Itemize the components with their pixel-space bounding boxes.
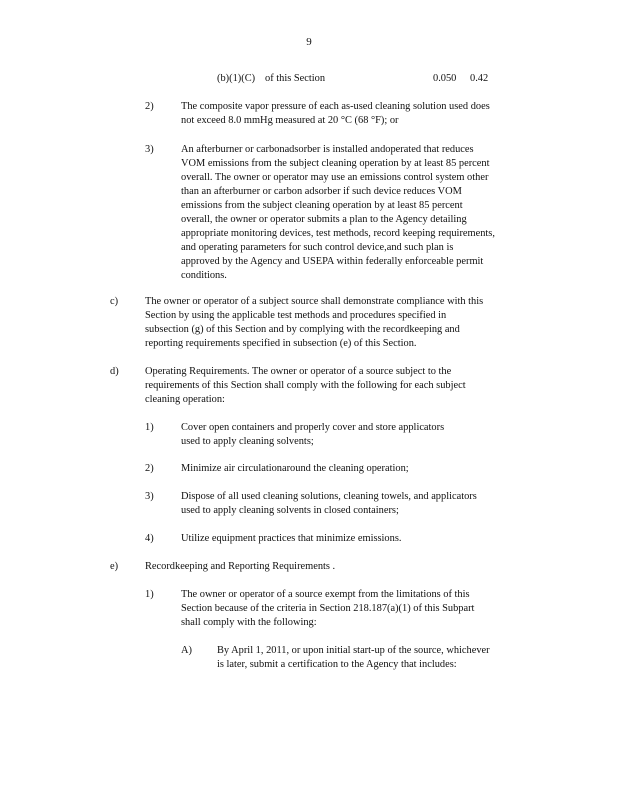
text-line: emissions from the subject cleaning operation by at least 85 percent (181, 200, 463, 211)
page-number: 9 (306, 36, 312, 48)
text-line: overall. The owner or operator may use an emissions control system other (181, 172, 489, 183)
paragraph-section-d (145, 365, 517, 407)
text-line: than an afterburner or carbon adsorber if such device reduces VOM (181, 186, 462, 197)
paragraph-section-e (145, 560, 445, 574)
section-label-d: d) (110, 366, 119, 377)
paragraph-section-c (145, 295, 537, 351)
paragraph-vapor-pressure (181, 100, 537, 128)
text-line: By April 1, 2011, or upon initial start-up of the source, whichever (217, 645, 490, 656)
paragraph-e1a (217, 644, 527, 672)
text-line: used to apply cleaning solvents in closed containers; (181, 505, 399, 516)
section-label-e: e) (110, 561, 119, 572)
text-line: Section by using the applicable test methods and procedures specified in (145, 310, 447, 321)
text-line: and operating parameters for such control device,and such plan is (181, 242, 454, 253)
text-line: reporting requirements specified in subsection (e) of this Section. (145, 338, 417, 349)
text-line: is later, submit a certification to the Agency that includes: (217, 659, 457, 670)
table-value-2: 0.42 (470, 73, 489, 84)
text-line: The owner or operator of a source exempt from the limitations of this (181, 589, 470, 600)
text-line: The owner or operator of a subject source shall demonstrate compliance with this (145, 296, 484, 307)
table-ref: (b)(1)(C) (217, 73, 256, 84)
text-line: Recordkeeping and Reporting Requirements . (145, 561, 336, 572)
text-line: An afterburner or carbonadsorber is installed andoperated that reduces (181, 144, 474, 155)
table-row (0, 72, 618, 86)
text-line: overall, the owner or operator submits a plan to the Agency detailing (181, 214, 467, 225)
item-label-d1: 1) (145, 422, 154, 433)
text-line: Utilize equipment practices that minimize emissions. (181, 533, 402, 544)
item-label-2: 2) (145, 101, 154, 112)
text-line: subsection (g) of this Section and by complying with the recordkeeping and (145, 324, 460, 335)
paragraph-d1 (181, 421, 481, 449)
paragraph-afterburner (181, 143, 533, 283)
text-line: The composite vapor pressure of each as-used cleaning solution used does (181, 101, 490, 112)
text-line: appropriate monitoring devices, test methods, record keeping requirements, (181, 228, 495, 239)
text-line: Cover open containers and properly cover and store applicators (181, 422, 445, 433)
item-label-e1: 1) (145, 589, 154, 600)
text-line: used to apply cleaning solvents; (181, 436, 314, 447)
item-label-e1a: A) (181, 645, 192, 656)
paragraph-d2 (181, 462, 481, 476)
table-text: of this Section (265, 73, 326, 84)
text-line: shall comply with the following: (181, 617, 317, 628)
item-label-d2: 2) (145, 463, 154, 474)
text-line: Minimize air circulationaround the cleaning operation; (181, 463, 409, 474)
text-line: Section because of the criteria in Section 218.187(a)(1) of this Subpart (181, 603, 475, 614)
text-line: VOM emissions from the subject cleaning operation by at least 85 percent (181, 158, 490, 169)
text-line: Operating Requirements. The owner or operator of a source subject to the (145, 366, 452, 377)
table-value-1: 0.050 (433, 73, 457, 84)
section-label-c: c) (110, 296, 119, 307)
text-line: requirements of this Section shall comply with the following for each subject (145, 380, 466, 391)
text-line: not exceed 8.0 mmHg measured at 20 °C (68 °F); or (181, 115, 399, 126)
paragraph-d3 (181, 490, 521, 518)
paragraph-d4 (181, 532, 481, 546)
text-line: conditions. (181, 270, 227, 281)
text-line: approved by the Agency and USEPA within federally enforceable permit (181, 256, 484, 267)
item-label-3: 3) (145, 144, 154, 155)
paragraph-e1 (181, 588, 521, 630)
text-line: Dispose of all used cleaning solutions, cleaning towels, and applicators (181, 491, 477, 502)
item-label-d3: 3) (145, 491, 154, 502)
text-line: cleaning operation: (145, 394, 225, 405)
item-label-d4: 4) (145, 533, 154, 544)
